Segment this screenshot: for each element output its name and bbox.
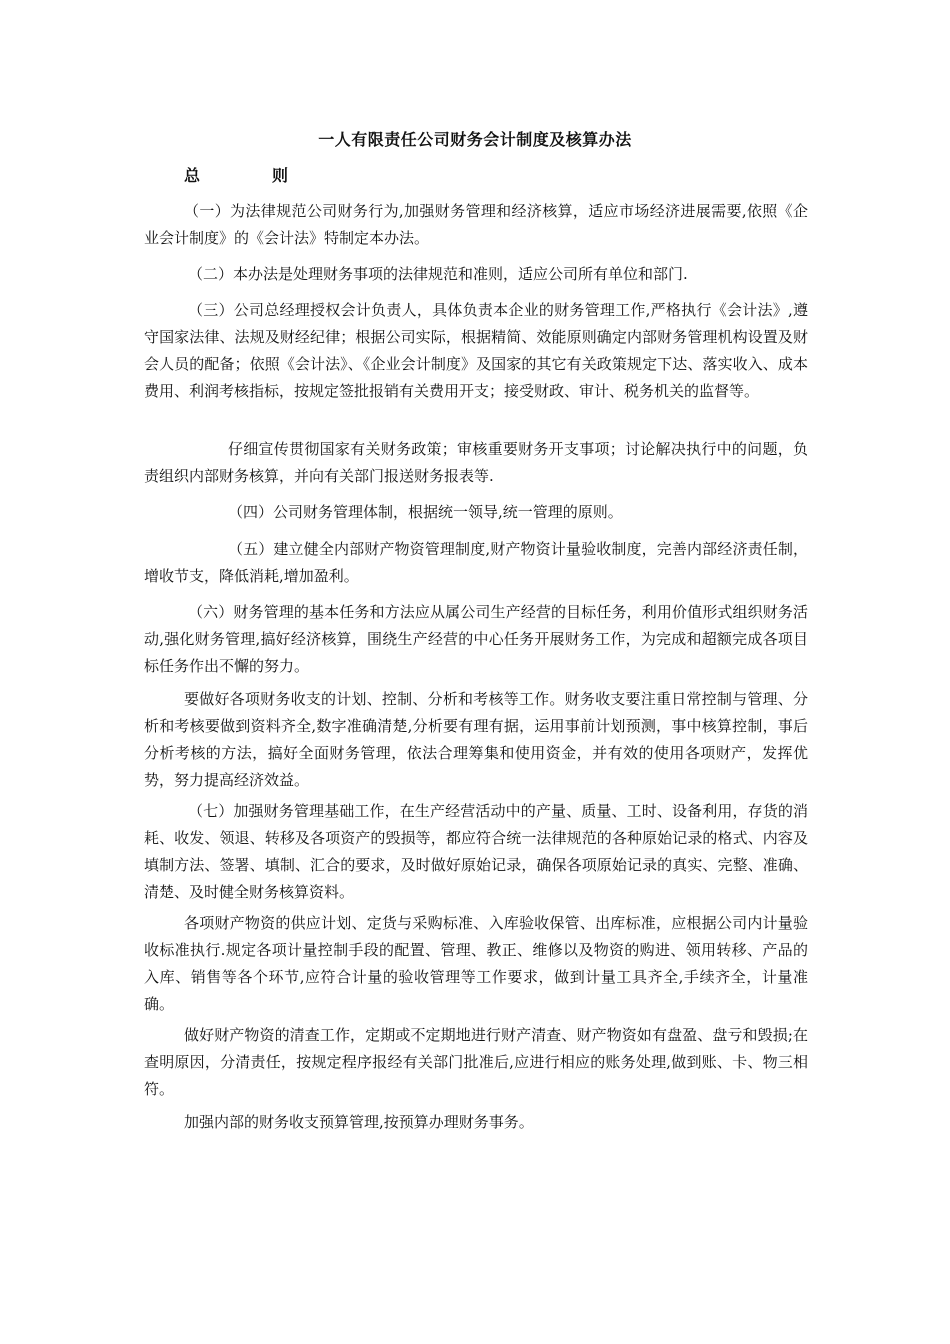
paragraph-4: 仔细宣传贯彻国家有关财务政策；审核重要财务开支事项；讨论解决执行中的问题，负责组织内部财务核算，并向有关部门报送财务报表等. — [144, 440, 808, 485]
paragraph-10: 各项财产物资的供应计划、定货与采购标准、入库验收保管、出库标准，应根据公司内计量验收标准执行.规定各项计量控制手段的配置、管理、教正、维修以及物资的购进、领用转移、产品的入库、销售等各个环节,应符合计量的验收管理等工作要求，做到计量工具齐全,手续齐全，计量准确。 — [144, 914, 808, 1013]
paragraph-9: （七）加强财务管理基础工作，在生产经营活动中的产量、质量、工时、设备利用，存货的消耗、收发、领退、转移及各项资产的毁损等，都应符合统一法律规范的各种原始记录的格式、内容及填制方法、签署、填制、汇合的要求，及时做好原始记录，确保各项原始记录的真实、完整、准确、清楚、及时健全财务核算资料。 — [144, 802, 808, 901]
section-heading — [184, 163, 288, 186]
paragraph-3: （三）公司总经理授权会计负责人，具体负责本企业的财务管理工作,严格执行《会计法》,遵守国家法律、法规及财经纪律；根据公司实际，根据精简、效能原则确定内部财务管理机构设置及财会人员的配备；依照《会计法》、《企业会计制度》及国家的其它有关政策规定下达、落实收入、成本费用、利润考核指标，按规定签批报销有关费用开支；接受财政、审计、税务机关的监督等。 — [144, 301, 808, 400]
paragraph-11: 做好财产物资的清查工作，定期或不定期地进行财产清查、财产物资如有盘盈、盘亏和毁损;在查明原因，分清责任，按规定程序报经有关部门批准后,应进行相应的账务处理,做到账、卡、物三相符。 — [144, 1026, 808, 1098]
paragraph-8: 要做好各项财务收支的计划、控制、分析和考核等工作。财务收支要注重日常控制与管理、分析和考核要做到资料齐全,数字准确清楚,分析要有理有据，运用事前计划预测，事中核算控制，事后分析考核的方法，搞好全面财务管理，依法合理筹集和使用资金，并有效的使用各项财产，发挥优势，努力提高经济效益。 — [144, 690, 808, 789]
section-heading-right: 则 — [272, 166, 289, 185]
paragraph-12: 加强内部的财务收支预算管理,按预算办理财务事务。 — [184, 1113, 534, 1131]
paragraph-5: （四）公司财务管理体制，根据统一领导,统一管理的原则。 — [228, 503, 623, 521]
section-heading-left: 总 — [184, 166, 201, 185]
paragraph-2: （二）本办法是处理财务事项的法律规范和准则，适应公司所有单位和部门. — [188, 265, 688, 283]
document-title: 一人有限责任公司财务会计制度及核算办法 — [318, 130, 632, 149]
paragraph-6: （五）建立健全内部财产物资管理制度,财产物资计量验收制度，完善内部经济责任制，增收节支，降低消耗,增加盈利。 — [144, 540, 808, 585]
paragraph-7: （六）财务管理的基本任务和方法应从属公司生产经营的目标任务，利用价值形式组织财务活动,强化财务管理,搞好经济核算，围绕生产经营的中心任务开展财务工作，为完成和超额完成各项目标任务作出不懈的努力。 — [144, 603, 808, 675]
paragraph-1: （一）为法律规范公司财务行为,加强财务管理和经济核算，适应市场经济进展需要,依照《企业会计制度》的《会计法》特制定本办法。 — [144, 202, 808, 247]
